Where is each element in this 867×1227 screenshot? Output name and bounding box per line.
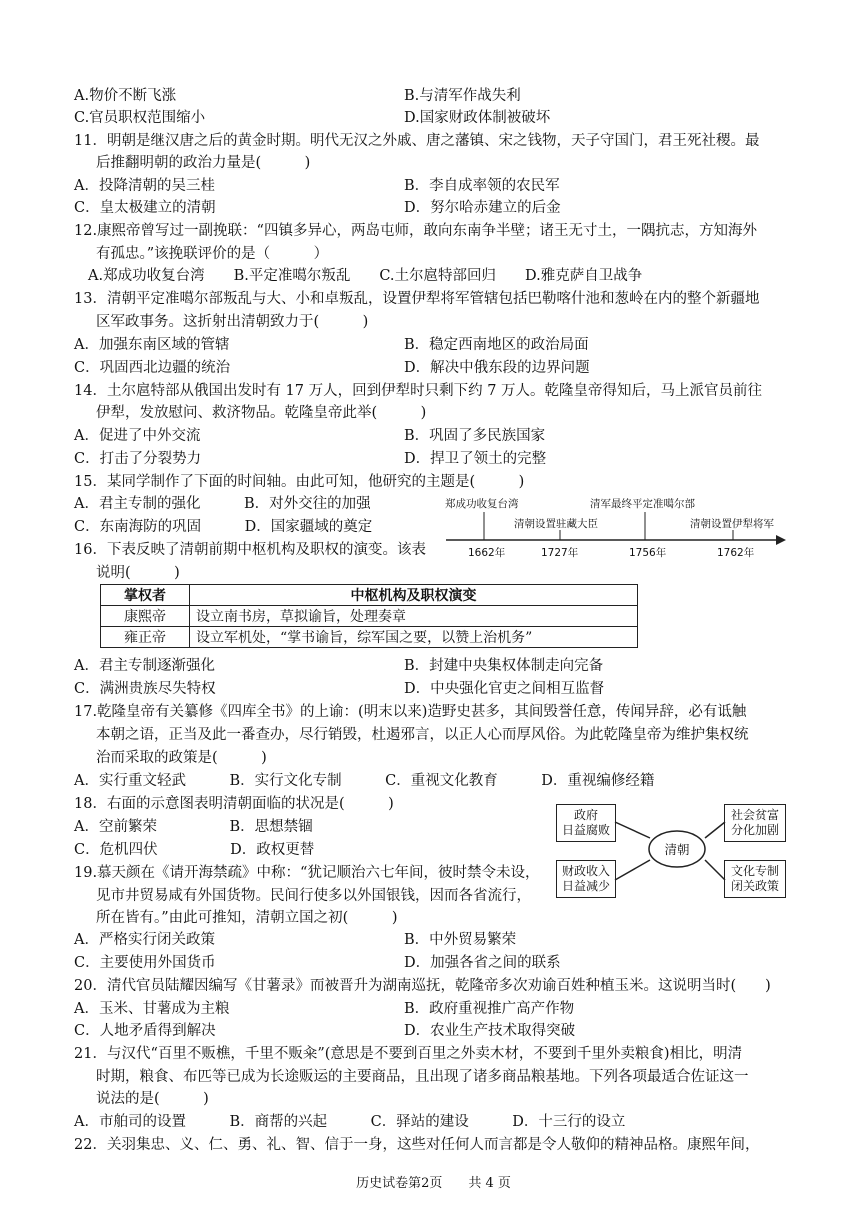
question-19-stem: 19.慕天颜在《请开海禁疏》中称：“犹记顺治六七年间，彼时禁令未设，	[74, 865, 540, 881]
option-line: A．实行重文轻武 B．实行文化专制 C．重视文化教育 D．重视编修经籍	[74, 773, 655, 789]
option-line: B．政府重视推广高产作物	[404, 1001, 575, 1017]
question-12-stem: 12.康熙帝曾写过一副挽联：“四镇多异心，两岛屯师，敢向东南争半壁；诸王无寸土，一隅抗志，方知海外	[74, 223, 757, 239]
diagram-box	[556, 804, 616, 842]
table-cell: 设立军机处，“掌书谕旨，综军国之要，以赞上治机务”	[190, 627, 638, 648]
question-21-stem: 时期，粮食、布匹等已成为长途贩运的主要商品，且出现了诸多商品粮基地。下列各项最适合佐证这一	[96, 1069, 749, 1085]
option-line: A．投降清朝的吴三桂	[74, 178, 215, 194]
table-row	[101, 627, 638, 648]
timeline-year-label: 1662年	[468, 547, 506, 559]
option-line: C．打击了分裂势力	[74, 451, 202, 467]
question-13-stem: 13．清朝平定准噶尔部叛乱与大、小和卓叛乱，设置伊犁将军管辖包括巴勒喀什池和葱岭在内的整个新疆地	[74, 291, 760, 307]
timeline-year-label: 1756年	[629, 547, 667, 559]
option-line: C．主要使用外国货币	[74, 955, 216, 971]
option-line: C．东南海防的巩固 D．国家疆域的奠定	[74, 519, 373, 535]
timeline-event-label: 清军最终平定准噶尔部	[590, 498, 695, 510]
diagram-box-line: 闭关政策	[730, 879, 779, 893]
timeline-event-label: 清朝设置伊犁将军	[690, 518, 774, 530]
option-line: A．空前繁荣 B．思想禁锢	[74, 819, 313, 835]
diagram-box	[556, 860, 616, 898]
option-line: A．君主专制的强化 B．对外交往的加强	[74, 496, 371, 512]
question-16-stem: 说明( )	[96, 565, 180, 581]
option-line: B.与清军作战失利	[404, 88, 521, 104]
option-line: B．巩固了多民族国家	[404, 428, 546, 444]
option-line: B．李自成率领的农民军	[404, 178, 560, 194]
option-line: B．封建中央集权体制走向完备	[404, 658, 604, 674]
question-14-stem: 14．土尔扈特部从俄国出发时有 17 万人，回到伊犁时只剩下约 7 万人。乾隆皇帝得知后，马上派官员前往	[74, 383, 763, 399]
table-row	[101, 606, 638, 627]
option-line: D．解决中俄东段的边界问题	[404, 360, 590, 376]
page-footer: 历史试卷第2页 共 4 页	[356, 1176, 511, 1191]
question-17-stem: 治而采取的政策是( )	[96, 750, 267, 766]
table-header: 掌权者	[101, 585, 190, 606]
option-line: D．中央强化官吏之间相互监督	[404, 681, 605, 697]
question-18-stem: 18．右面的示意图表明清朝面临的状况是( )	[74, 796, 394, 812]
option-line: D．加强各省之间的联系	[404, 955, 561, 971]
timeline-event-label: 郑成功收复台湾	[445, 498, 519, 510]
option-line: B．中外贸易繁荣	[404, 932, 517, 948]
question-12-stem: 有孤忠。”该挽联评价的是（ ）	[96, 246, 329, 262]
option-line: C．危机四伏 D．政权更替	[74, 842, 315, 858]
option-line: C．巩固西北边疆的统治	[74, 360, 231, 376]
option-line: D．捍卫了领土的完整	[404, 451, 547, 467]
question-21-stem: 21．与汉代“百里不贩樵，千里不贩籴”(意思是不要到百里之外卖木材，不要到千里外卖粮食)相比，明清	[74, 1046, 743, 1062]
question-11-stem: 11．明朝是继汉唐之后的黄金时期。明代无汉之外戚、唐之藩镇、宋之钱物，天子守国门，君王死社稷。最	[74, 133, 760, 149]
diagram-center-label: 清朝	[664, 842, 690, 857]
option-line: A．市舶司的设置 B．商帮的兴起 C．驿站的建设 D．十三行的设立	[74, 1114, 626, 1130]
diagram-box	[724, 804, 786, 842]
question-19-stem: 见市井贸易咸有外国货物。民间行使多以外国银钱，因而各省流行，	[96, 888, 531, 904]
timeline-year-label: 1762年	[717, 547, 755, 559]
question-16-stem: 16．下表反映了清朝前期中枢机构及职权的演变。该表	[74, 542, 426, 558]
diagram-box-line: 日益腐败	[561, 823, 610, 837]
question-15-stem: 15．某同学制作了下面的时间轴。由此可知，他研究的主题是( )	[74, 474, 525, 490]
option-line: A．严格实行闭关政策	[74, 932, 215, 948]
question-19-stem: 所在皆有。”由此可推知，清朝立国之初( )	[96, 910, 398, 926]
option-line: C．人地矛盾得到解决	[74, 1023, 216, 1039]
question-21-stem: 说法的是( )	[96, 1091, 209, 1107]
timeline-year-label: 1727年	[541, 547, 579, 559]
question-14-stem: 伊犁，发放慰问、救济物品。乾隆皇帝此举( )	[96, 405, 427, 421]
option-line: C.官员职权范围缩小	[74, 110, 206, 126]
question-17-stem: 本朝之语，正当及此一番查办，尽行销毁，杜遏邪言，以正人心而厚风俗。为此乾隆皇帝为维护集权统	[96, 727, 749, 743]
option-line: A．促进了中外交流	[74, 428, 201, 444]
institution-table	[100, 584, 638, 648]
diagram-box-line: 日益减少	[561, 879, 610, 893]
option-line: A.物价不断飞涨	[74, 88, 177, 104]
question-17-stem: 17.乾隆皇帝有关纂修《四库全书》的上谕：(明末以来)造野史甚多，其间毁誉任意，传闻异辞，必有诋触	[74, 704, 747, 720]
table-cell: 设立南书房，草拟谕旨，处理奏章	[190, 606, 638, 627]
option-line: A．玉米、甘薯成为主粮	[74, 1001, 230, 1017]
question-13-stem: 区军政事务。这折射出清朝致力于( )	[96, 314, 369, 330]
question-22-stem: 22．关羽集忠、义、仁、勇、礼、智、信于一身，这些对任何人而言都是令人敬仰的精神品格。康熙年间，	[74, 1137, 760, 1153]
question-11-stem: 后推翻明朝的政治力量是( )	[96, 155, 311, 171]
question-20-stem: 20．清代官员陆耀因编写《甘薯录》而被晋升为湖南巡抚，乾隆帝多次劝谕百姓种植玉米。这说明当时( )	[74, 978, 771, 994]
option-line: A．加强东南区域的管辖	[74, 337, 230, 353]
option-line: C．满洲贵族尽失特权	[74, 681, 216, 697]
option-line: A.郑成功收复台湾 B.平定准噶尔叛乱 C.土尔扈特部回归 D.雅克萨自卫战争	[88, 268, 643, 284]
table-cell: 康熙帝	[101, 606, 190, 627]
option-line: D.国家财政体制被破坏	[404, 110, 551, 126]
option-line: D．农业生产技术取得突破	[404, 1023, 576, 1039]
diagram-box-line: 政府	[573, 808, 598, 822]
table-cell: 雍正帝	[101, 627, 190, 648]
option-line: C．皇太极建立的清朝	[74, 200, 216, 216]
diagram-box	[724, 860, 786, 898]
diagram-box-line: 文化专制	[730, 864, 779, 878]
diagram-box-line: 分化加剧	[730, 823, 779, 837]
diagram-box-line: 社会贫富	[730, 808, 779, 822]
option-line: D．努尔哈赤建立的后金	[404, 200, 561, 216]
timeline-event-label: 清朝设置驻藏大臣	[514, 518, 598, 530]
table-header-row	[101, 585, 638, 606]
diagram-box-line: 财政收入	[561, 864, 610, 878]
table-header: 中枢机构及职权演变	[190, 585, 638, 606]
option-line: B．稳定西南地区的政治局面	[404, 337, 589, 353]
option-line: A．君主专制逐渐强化	[74, 658, 215, 674]
